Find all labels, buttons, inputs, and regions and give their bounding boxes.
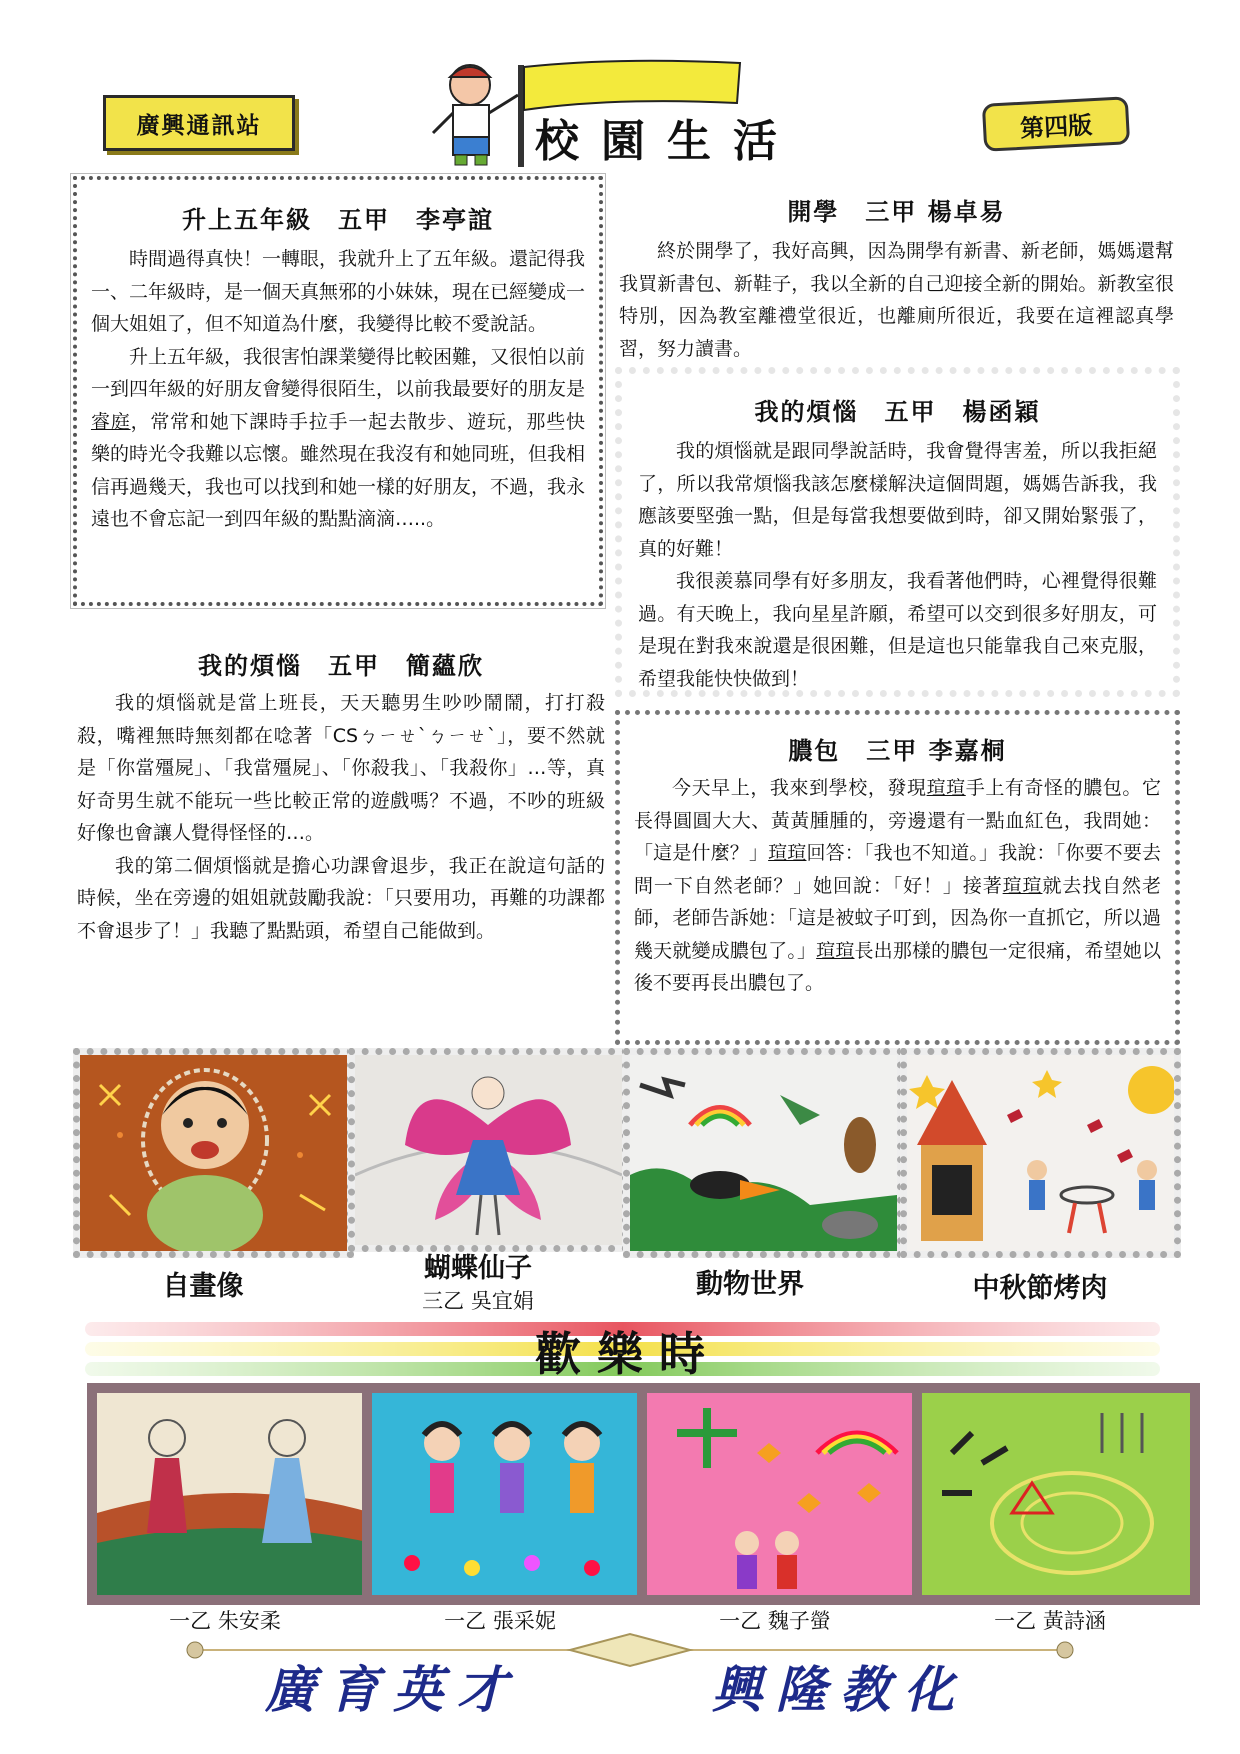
article-paragraph: 我的煩惱就是當上班長，天天聽男生吵吵鬧鬧，打打殺殺，嘴裡無時無刻都在唸著「CSㄅㄧㄝˋㄅㄧㄝˋ」，要不然就是「你當殭屍」、「我當殭屍」、「你殺我」、「我殺你」…等，真好奇男生就不能玩一些比較正常的遊戲嗎？不過，不吵的班級好像也會讓人覺得怪怪的…。 — [77, 692, 605, 844]
drawing-green-scribble — [912, 1383, 1200, 1605]
person-name: 睿庭 — [91, 410, 131, 433]
person-name: 瑄瑄 — [926, 777, 966, 799]
drawing-butterflies-rainbow — [637, 1383, 932, 1605]
drawing-caption: 動物世界 — [696, 1269, 804, 1300]
article-paragraph: 升上五年級，我很害怕課業變得比較困難，又很怕以前一到四年級的好朋友會變得很陌生，以前我最要好的朋友是睿庭，常常和她下課時手拉手一起去散步、遊玩，那些快樂的時光令我難以忘懷。雖然現在我沒有和她同班，但我相信再過幾天，我也可以找到和她一樣的好朋友，不過，我永遠也不會忘記一到四年級的點點滴滴…..。 — [91, 345, 586, 530]
publication-name: 廣興通訊站 — [136, 111, 262, 139]
article-box — [77, 640, 605, 1020]
drawing-butterfly-fairy — [348, 1048, 629, 1252]
drawing-animal-world — [623, 1048, 904, 1258]
article-paragraph: 時間過得真快！一轉眼，我就升上了五年級。還記得我一、二年級時，是一個天真無邪的小妹妹，現在已經變成一個大姐姐了，但不知道為什麼，我變得比較不愛說話。 — [91, 248, 586, 335]
person-name: 瑄瑄 — [1002, 874, 1043, 897]
article-box — [73, 176, 603, 606]
article-paragraph: 今天早上，我來到學校，發現瑄瑄手上有奇怪的膿包。它長得圓圓大大、黃黃腫腫的，旁邊還有一點血紅色，我問她：「這是什麼？」瑄瑄回答：「我也不知道。」我說：「你要不要去問一下自然老師？」她回說：「好！」接著瑄瑄就去找自然老師，老師告訴她：「這是被蚊子叮到，因為你一直抓它，所以過幾天就變成膿包了。」瑄瑄長出那樣的膿包一定很痛，希望她以後不要再長出膿包了。 — [634, 777, 1161, 994]
drawing-self-portrait — [73, 1048, 354, 1258]
article-title: 我的煩惱 五甲 楊函穎 — [754, 397, 1041, 426]
section-title: 歡 樂 時 — [534, 1327, 706, 1381]
drawing-caption: 中秋節烤肉 — [972, 1273, 1108, 1304]
article-title: 升上五年級 五甲 李亭誼 — [182, 205, 494, 234]
person-name: 瑄瑄 — [816, 939, 855, 962]
page-number-badge — [982, 96, 1130, 152]
article-title: 開學 三甲 楊卓易 — [787, 197, 1006, 226]
article-paragraph: 我的第二個煩惱就是擔心功課會退步，我正在說這句話的時候，坐在旁邊的姐姐就鼓勵我說：「只要用功，再難的功課都不會退步了！」我聽了點點頭，希望自己能做到。 — [77, 854, 605, 942]
drawing-author: 一乙 魏子螢 — [719, 1609, 831, 1633]
drawing-two-girls — [87, 1383, 382, 1605]
article-title: 我的煩惱 五甲 簡蘊欣 — [198, 651, 484, 680]
article-paragraph: 我很羨慕同學有好多朋友，我看著他們時，心裡覺得很難過。有天晚上，我向星星許願，希望可以交到很多好朋友，可是現在對我來說還是很困難，但是這也只能靠我自己來克服，希望我能快快做到！ — [638, 570, 1157, 690]
publication-badge — [103, 95, 295, 151]
page-number: 第四版 — [1019, 109, 1093, 143]
article-box — [619, 186, 1174, 361]
drawing-girls-flowers — [362, 1383, 657, 1605]
article-title: 膿包 三甲 李嘉桐 — [788, 736, 1007, 765]
drawing-author: 一乙 朱安柔 — [169, 1609, 281, 1633]
motto-right: 興隆教化 — [712, 1660, 968, 1719]
drawing-author: 一乙 黃詩涵 — [994, 1609, 1106, 1633]
article-paragraph: 終於開學了，我好高興，因為開學有新書、新老師，媽媽還幫我買新書包、新鞋子，我以全新的自己迎接全新的開始。新教室很特別，因為教室離禮堂很近，也離廁所很近，我要在這裡認真學習，努力讀書。 — [619, 240, 1174, 360]
article-paragraph: 我的煩惱就是跟同學說話時，我會覺得害羞，所以我拒絕了，所以我常煩惱我該怎麼樣解決這個問題，媽媽告訴我，我應該要堅強一點，但是每當我想要做到時，卻又開始緊張了，真的好難！ — [638, 440, 1157, 560]
drawing-caption: 自畫像 — [162, 1271, 244, 1302]
drawing-author: 一乙 張采妮 — [444, 1609, 556, 1633]
article-box — [615, 710, 1180, 1045]
page-title: 校園生活 — [535, 116, 799, 167]
article-box — [615, 367, 1180, 697]
person-name: 瑄瑄 — [768, 842, 807, 864]
drawing-caption: 蝴蝶仙子 — [424, 1253, 532, 1284]
drawing-author: 三乙 吳宜娟 — [422, 1289, 534, 1313]
drawing-mid-autumn-bbq — [900, 1048, 1181, 1258]
motto-left: 廣育英才 — [265, 1660, 521, 1719]
